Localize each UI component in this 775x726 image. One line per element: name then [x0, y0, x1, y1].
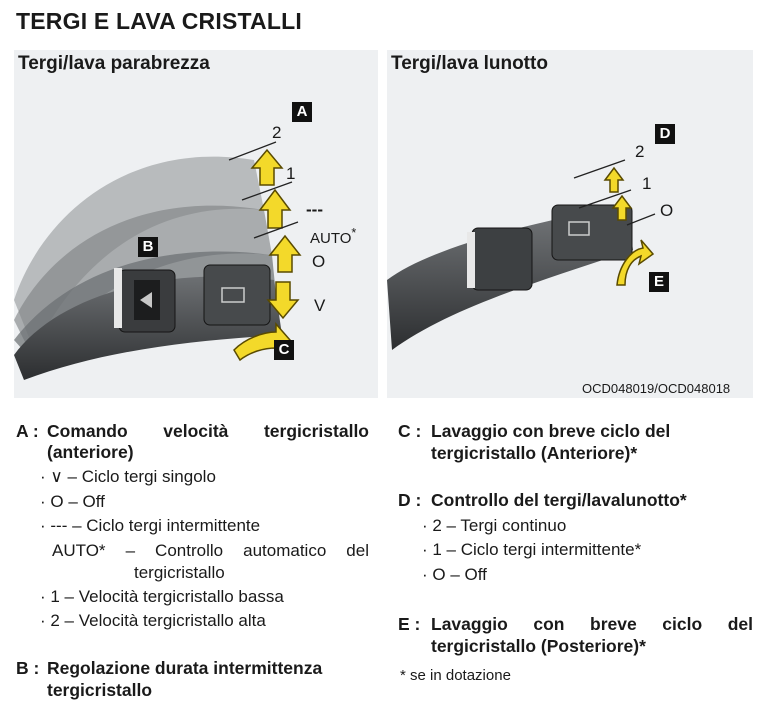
position-off-label: O	[312, 252, 326, 271]
position-2-label: 2	[272, 123, 282, 142]
rear-stalk-illustration	[387, 50, 753, 398]
legend-d-off: · O – Off	[422, 565, 487, 584]
rear-position-1-label: 1	[642, 174, 652, 193]
windshield-figure-title: Tergi/lava parabrezza	[18, 53, 210, 74]
rear-position-2-label: 2	[635, 142, 645, 161]
callout-b: B	[138, 237, 158, 257]
legend-c-label: C :	[398, 421, 422, 441]
legend-a-title-cont: (anteriore)	[47, 442, 134, 462]
rear-figure-title: Tergi/lava lunotto	[391, 53, 548, 74]
windshield-wiper-figure	[14, 50, 378, 398]
windshield-stalk-illustration	[14, 50, 378, 398]
legend-a-title: Comando velocità tergicristallo	[47, 421, 369, 441]
callout-c: C	[274, 340, 294, 360]
legend-b-title: Regolazione durata intermittenza	[47, 658, 323, 678]
legend-a-auto-cont: tergicristallo	[134, 563, 225, 582]
footnote: * se in dotazione	[400, 667, 511, 684]
rear-position-off-label: O	[660, 201, 674, 220]
legend-e-title: Lavaggio con breve ciclo del	[431, 614, 753, 634]
legend-b-label: B :	[16, 658, 40, 678]
legend-a-low: · 1 – Velocità tergicristallo bassa	[40, 587, 284, 606]
legend-a-auto: AUTO* – Controllo automatico del	[52, 541, 369, 560]
callout-e: E	[649, 272, 669, 292]
legend-a-intermittent: · --- – Ciclo tergi intermittente	[40, 516, 261, 535]
position-1-label: 1	[286, 164, 296, 183]
legend-e-title-cont: tergicristallo (Posteriore)*	[431, 636, 646, 656]
rear-wiper-figure	[387, 50, 753, 398]
callout-d: D	[655, 124, 675, 144]
legend-a-label: A :	[16, 421, 39, 441]
legend-d-continuous: · 2 – Tergi continuo	[422, 516, 567, 535]
legend-c-title: Lavaggio con breve ciclo del	[431, 421, 671, 441]
page-title: TERGI E LAVA CRISTALLI	[16, 8, 302, 34]
legend-a-single: · ∨ – Ciclo tergi singolo	[40, 467, 216, 486]
image-credit: OCD048019/OCD048018	[582, 381, 731, 396]
legend-e-label: E :	[398, 614, 421, 634]
legend-a-high: · 2 – Velocità tergicristallo alta	[40, 611, 266, 630]
legend-d-title: Controllo del tergi/lavalunotto*	[431, 490, 687, 510]
callout-a: A	[292, 102, 312, 122]
position-single-label: V	[314, 296, 326, 315]
legend-c-title-cont: tergicristallo (Anteriore)*	[431, 443, 638, 463]
legend-d-label: D :	[398, 490, 422, 510]
legend-a-off: · O – Off	[40, 492, 105, 511]
position-intermittent-label: ---	[306, 200, 323, 219]
legend-d-intermittent: · 1 – Ciclo tergi intermittente*	[422, 540, 642, 559]
legend-b-title-cont: tergicristallo	[47, 680, 153, 700]
position-auto-label: AUTO*	[310, 226, 357, 247]
